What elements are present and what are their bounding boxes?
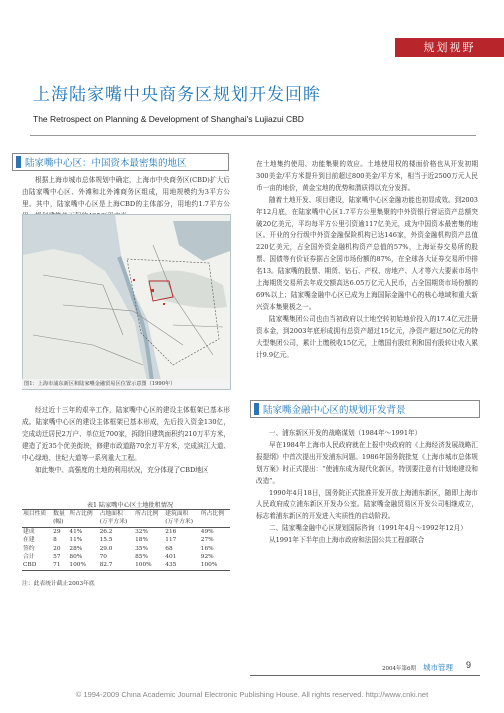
- right-body-top: [256, 159, 478, 361]
- map-caption-text: 图1：上海市浦东新区和陆家嘴金融贸易区位置示意图（1990年）: [24, 381, 176, 387]
- table-cell: 117: [165, 537, 177, 544]
- left-section-heading: [12, 153, 229, 171]
- table-cell: 70: [99, 554, 107, 561]
- table-cell: 41%: [69, 528, 83, 535]
- table-cell: 100%: [135, 562, 152, 569]
- table-cell: 92%: [200, 554, 214, 561]
- table-header: 占地面积: [99, 511, 123, 517]
- table-cell: 26.2: [99, 528, 113, 535]
- right-paragraph-6: 从1991年下半年由上海市政府和法国公共工程部联合: [269, 536, 425, 545]
- table-unit: (幅): [53, 519, 64, 526]
- table-header: 所占比例: [69, 511, 93, 517]
- table-header: 建筑面积: [165, 511, 189, 517]
- right-paragraph-1: 在土地集约使用、功能集聚的效应。土地使用权的楼面价格也从开发初期300美金/平方米提升到目前超过800美金/平方米，相当于近2500万元人民币一亩的地价，黄金宝地的优势和潜质得以充分发挥。: [256, 160, 478, 192]
- map-image: [23, 215, 230, 389]
- title-divider: [30, 135, 476, 136]
- table-cell: 71: [53, 562, 61, 569]
- table-cell: 29: [53, 528, 61, 535]
- table-cell: CBD: [23, 562, 37, 569]
- table-cell: 16%: [200, 545, 214, 552]
- table-cell: 80%: [69, 554, 83, 561]
- map-caption: [22, 379, 229, 389]
- table-header: 项目性质: [23, 511, 47, 517]
- table-cell: 27%: [200, 537, 214, 544]
- table-cell: 32%: [135, 528, 148, 535]
- right-paragraph-3: 陆家嘴集团公司也由当初政府以土地空转初始地价投入的17.4亿元注册资本金，到2003年底形成拥有总资产超过15亿元，净资产超过50亿元的特大型集团公司，累计上缴税收15亿元，上缴国有股红利和国有股转让收入累计9.9亿元。: [256, 314, 478, 359]
- table-cell: 435: [165, 562, 177, 569]
- table-header-row: [22, 510, 230, 519]
- table-cell: 20: [53, 545, 61, 552]
- right-paragraph-4: 早在1984年上海市人民政府就在上报中央政府的《上海经济发展战略汇报提纲》中首次提出开发浦东问题。1986年国务院批复《上海市城市总体规划方案》时正式提出：“使浦东成为现代化新区，特别要注意有计划地建设和改造”。: [256, 440, 478, 485]
- left-paragraph-3: 如此集中、高强度的土地的利用状况，充分体现了CBD地区: [35, 465, 209, 474]
- issue-label: 2004年第6期: [382, 666, 416, 672]
- table-unit-row: [22, 518, 230, 527]
- table-cell: 100%: [69, 562, 86, 569]
- table-cell: 85%: [135, 554, 148, 561]
- table-unit: [134, 518, 164, 527]
- table-unit: (万平方米): [99, 519, 128, 526]
- right-heading-text: 陆家嘴金融中心区的规划开发背景: [263, 405, 406, 416]
- table-cell: 57: [53, 554, 61, 561]
- table-unit: [200, 518, 230, 527]
- right-body-bottom: [256, 428, 478, 547]
- table-cell: 401: [165, 554, 177, 561]
- table-cell: 11%: [69, 537, 83, 544]
- left-body: [22, 405, 230, 476]
- copyright-notice: © 1994-2009 China Academic Journal Electronic Publishing House. All rights reserved. http://www.cnki.net: [75, 690, 429, 699]
- section-tag: 规划视野: [395, 38, 504, 57]
- table-cell: 216: [165, 528, 177, 535]
- location-map-figure: [22, 214, 231, 390]
- table-row: [22, 561, 230, 570]
- table-cell: 8: [53, 537, 57, 544]
- left-heading-text: 陆家嘴中心区：中国资本最密集的地区: [25, 158, 187, 169]
- page-number: 9: [466, 660, 472, 670]
- table-header: 所占比例: [135, 511, 159, 517]
- table-row: [22, 545, 230, 553]
- table-cell: 29.0: [99, 545, 113, 552]
- table-row: [22, 553, 230, 561]
- table-cell: 15.5: [99, 537, 113, 544]
- land-lease-table: [22, 509, 230, 571]
- right-section-heading: [250, 400, 480, 418]
- table-row: [22, 527, 230, 536]
- table-cell: 合计: [23, 554, 35, 561]
- table-unit: [68, 518, 98, 527]
- table-cell: 28%: [69, 545, 83, 552]
- heading-bar: [254, 403, 259, 415]
- right-subheading-1: 一、浦东新区开发的战略谋划（1984年～1991年）: [269, 429, 422, 437]
- article-subtitle: The Retrospect on Planning & Development of Shanghai's Lujiazui CBD: [33, 114, 304, 124]
- right-paragraph-2: 随着土地开发、项目建设，陆家嘴中心区金融功能也初显成效。到2003年12月底，在陆家嘴中心区1.7平方公里集聚的中外资银行营运资产总额突破20亿美元，平均每平方公里引资逾117亿美元，成为中国资本最密集的地区。开业的分行级中外资金融保险机构已达146家，外资金融机构资产总值220亿美元，占全国外资金融机构资产总值的57%，上海证券交易所的股票、国债等有价证券据占全国市场份额的87%，在全球各大证券交易所中排名13。陆家嘴的股票、期货、钻石、产权、房地产、人才等六大要素市场中上海期货交易所去年成交额高达6.05万亿元人民币，占全国期货市场份额的69%以上；陆家嘴金融中心区已成为上海国际金融中心的核心地域和重大新兴资本集聚极之一。: [256, 195, 478, 311]
- table-cell: 签约: [23, 545, 35, 552]
- table-row: [22, 536, 230, 544]
- table-cell: 35%: [135, 545, 148, 552]
- heading-bar: [16, 156, 21, 168]
- right-subheading-2: 二、陆家嘴金融中心区规划国际咨询（1991年4月～1992年12月）: [269, 524, 467, 533]
- table-cell: 在建: [23, 537, 35, 544]
- left-paragraph-2: 经过近十三年的艰辛工作，陆家嘴中心区的建设主体框架已基本形成。陆家嘴中心区的建设主体框架已基本形成，先后投入资金130亿，完成动迁居民2万户、单位近700家，拆除旧建筑面积约210万平方米，建造了近35个优美街块，修建市政道路70余万平方米，完成滨江大道、中心绿地、世纪大道等一系列重大工程。: [22, 406, 230, 462]
- table-unit: (万平方米): [165, 519, 193, 526]
- table-unit: [22, 518, 52, 527]
- table-caption: 表1 陆家嘴中心区土地批租情况: [86, 502, 174, 509]
- table-cell: 100%: [200, 562, 218, 569]
- table-cell: 建成: [23, 528, 35, 535]
- footer-divider: [250, 675, 480, 676]
- article-title: 上海陆家嘴中央商务区规划开发回眸: [33, 85, 321, 105]
- left-paragraph-1: 根据上海市城市总体规划中确定，上海市中央商务区(CBD)扩大后由陆家嘴中心区、外滩和北外滩商务区组成，用地规模约为3平方公里。其中，陆家嘴中心区是上海CBD的主体部分，用地约1.7平方公: [22, 176, 230, 208]
- magazine-name: 城市管理: [423, 663, 453, 672]
- table-header: 数量: [53, 511, 65, 517]
- table-cell: 82.7: [99, 562, 113, 569]
- right-paragraph-5: 1990年4月18日，国务院正式批准开发开放上海浦东新区，随即上海市人民政府成立浦东新区开发办公室。陆家嘴金融贸易区开发公司相继成立，标志着浦东新区的开发进入实质性的启动阶段。: [256, 488, 478, 521]
- table-header: 所占比例: [200, 511, 224, 517]
- table-cell: 49%: [200, 528, 214, 535]
- table-cell: 68: [165, 545, 173, 552]
- table-cell: 18%: [135, 537, 148, 544]
- table-note: 注：此表统计截止2003年底: [22, 581, 95, 587]
